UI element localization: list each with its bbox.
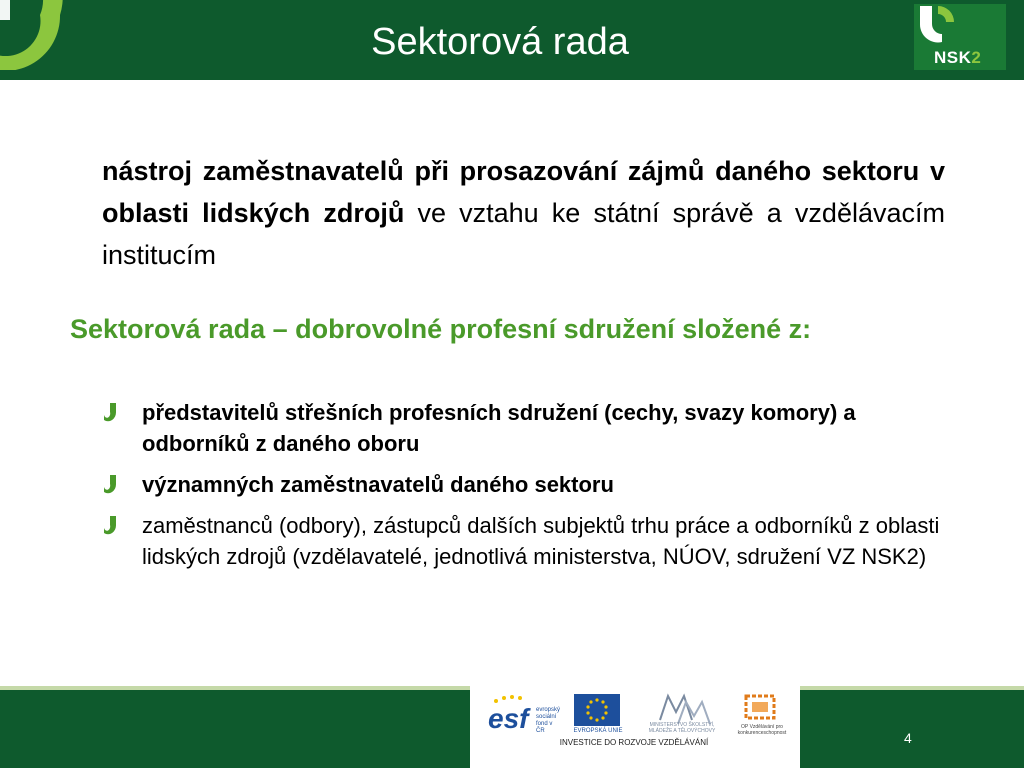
intro-paragraph <box>102 150 945 276</box>
intro-regular-text: ve vztahu ke státní správě a vzdělávacím institucím <box>102 198 945 270</box>
eu-label: EVROPSKÁ UNIE <box>573 728 623 734</box>
bullet-text: významných zaměstnavatelů daného sektoru <box>142 472 614 497</box>
bullet-list <box>100 397 940 582</box>
bullet-swoosh-icon <box>100 402 120 422</box>
bullet-swoosh-icon <box>100 474 120 494</box>
esf-wordmark: esf <box>488 703 529 734</box>
esf-subtitle: evropský sociální fond v ČR <box>536 707 561 734</box>
nsk2-logo <box>914 4 1006 70</box>
page-title: Sektorová rada <box>371 21 629 63</box>
list-item <box>100 510 940 572</box>
investment-tagline: INVESTICE DO ROZVOJE VZDĚLÁVÁNÍ <box>559 738 709 747</box>
sponsor-logo-strip <box>470 686 800 768</box>
msmt-label: MINISTERSTVO ŠKOLSTVÍ, MLÁDEŽE A TĚLOVÝCHOVY <box>648 722 716 734</box>
intro-bold-text: nástroj zaměstnavatelů při prosazování zájmů daného sektoru v oblasti lidských zdrojů <box>102 156 945 228</box>
nsk-logo-text: NSK2 <box>934 48 982 67</box>
bullet-swoosh-icon <box>100 515 120 535</box>
esf-logo <box>488 694 561 734</box>
bullet-text: představitelů střešních profesních sdružení (cechy, svazy komory) a odborníků z daného oboru <box>142 400 856 456</box>
list-item <box>100 397 940 459</box>
bullet-text: zaměstnanců (odbory), zástupců dalších subjektů trhu práce a odborníků z oblasti lidských zdrojů (vzdělavatelé, jednotlivá ministerstva, NÚOV, sdružení VZ NSK2) <box>142 513 940 569</box>
list-item <box>100 469 940 500</box>
decorative-swoosh-icon <box>0 0 70 70</box>
header-bar <box>0 0 1024 80</box>
op-logo-icon <box>742 692 778 722</box>
eu-stars-icon <box>574 694 620 726</box>
eu-flag-logo <box>574 694 620 726</box>
nsk-swoosh-icon <box>916 4 956 44</box>
page-number: 4 <box>904 730 912 746</box>
section-heading: Sektorová rada – dobrovolné profesní sdružení složené z: <box>70 314 812 344</box>
op-label: OP Vzdělávání pro konkurenceschopnost <box>737 724 787 736</box>
